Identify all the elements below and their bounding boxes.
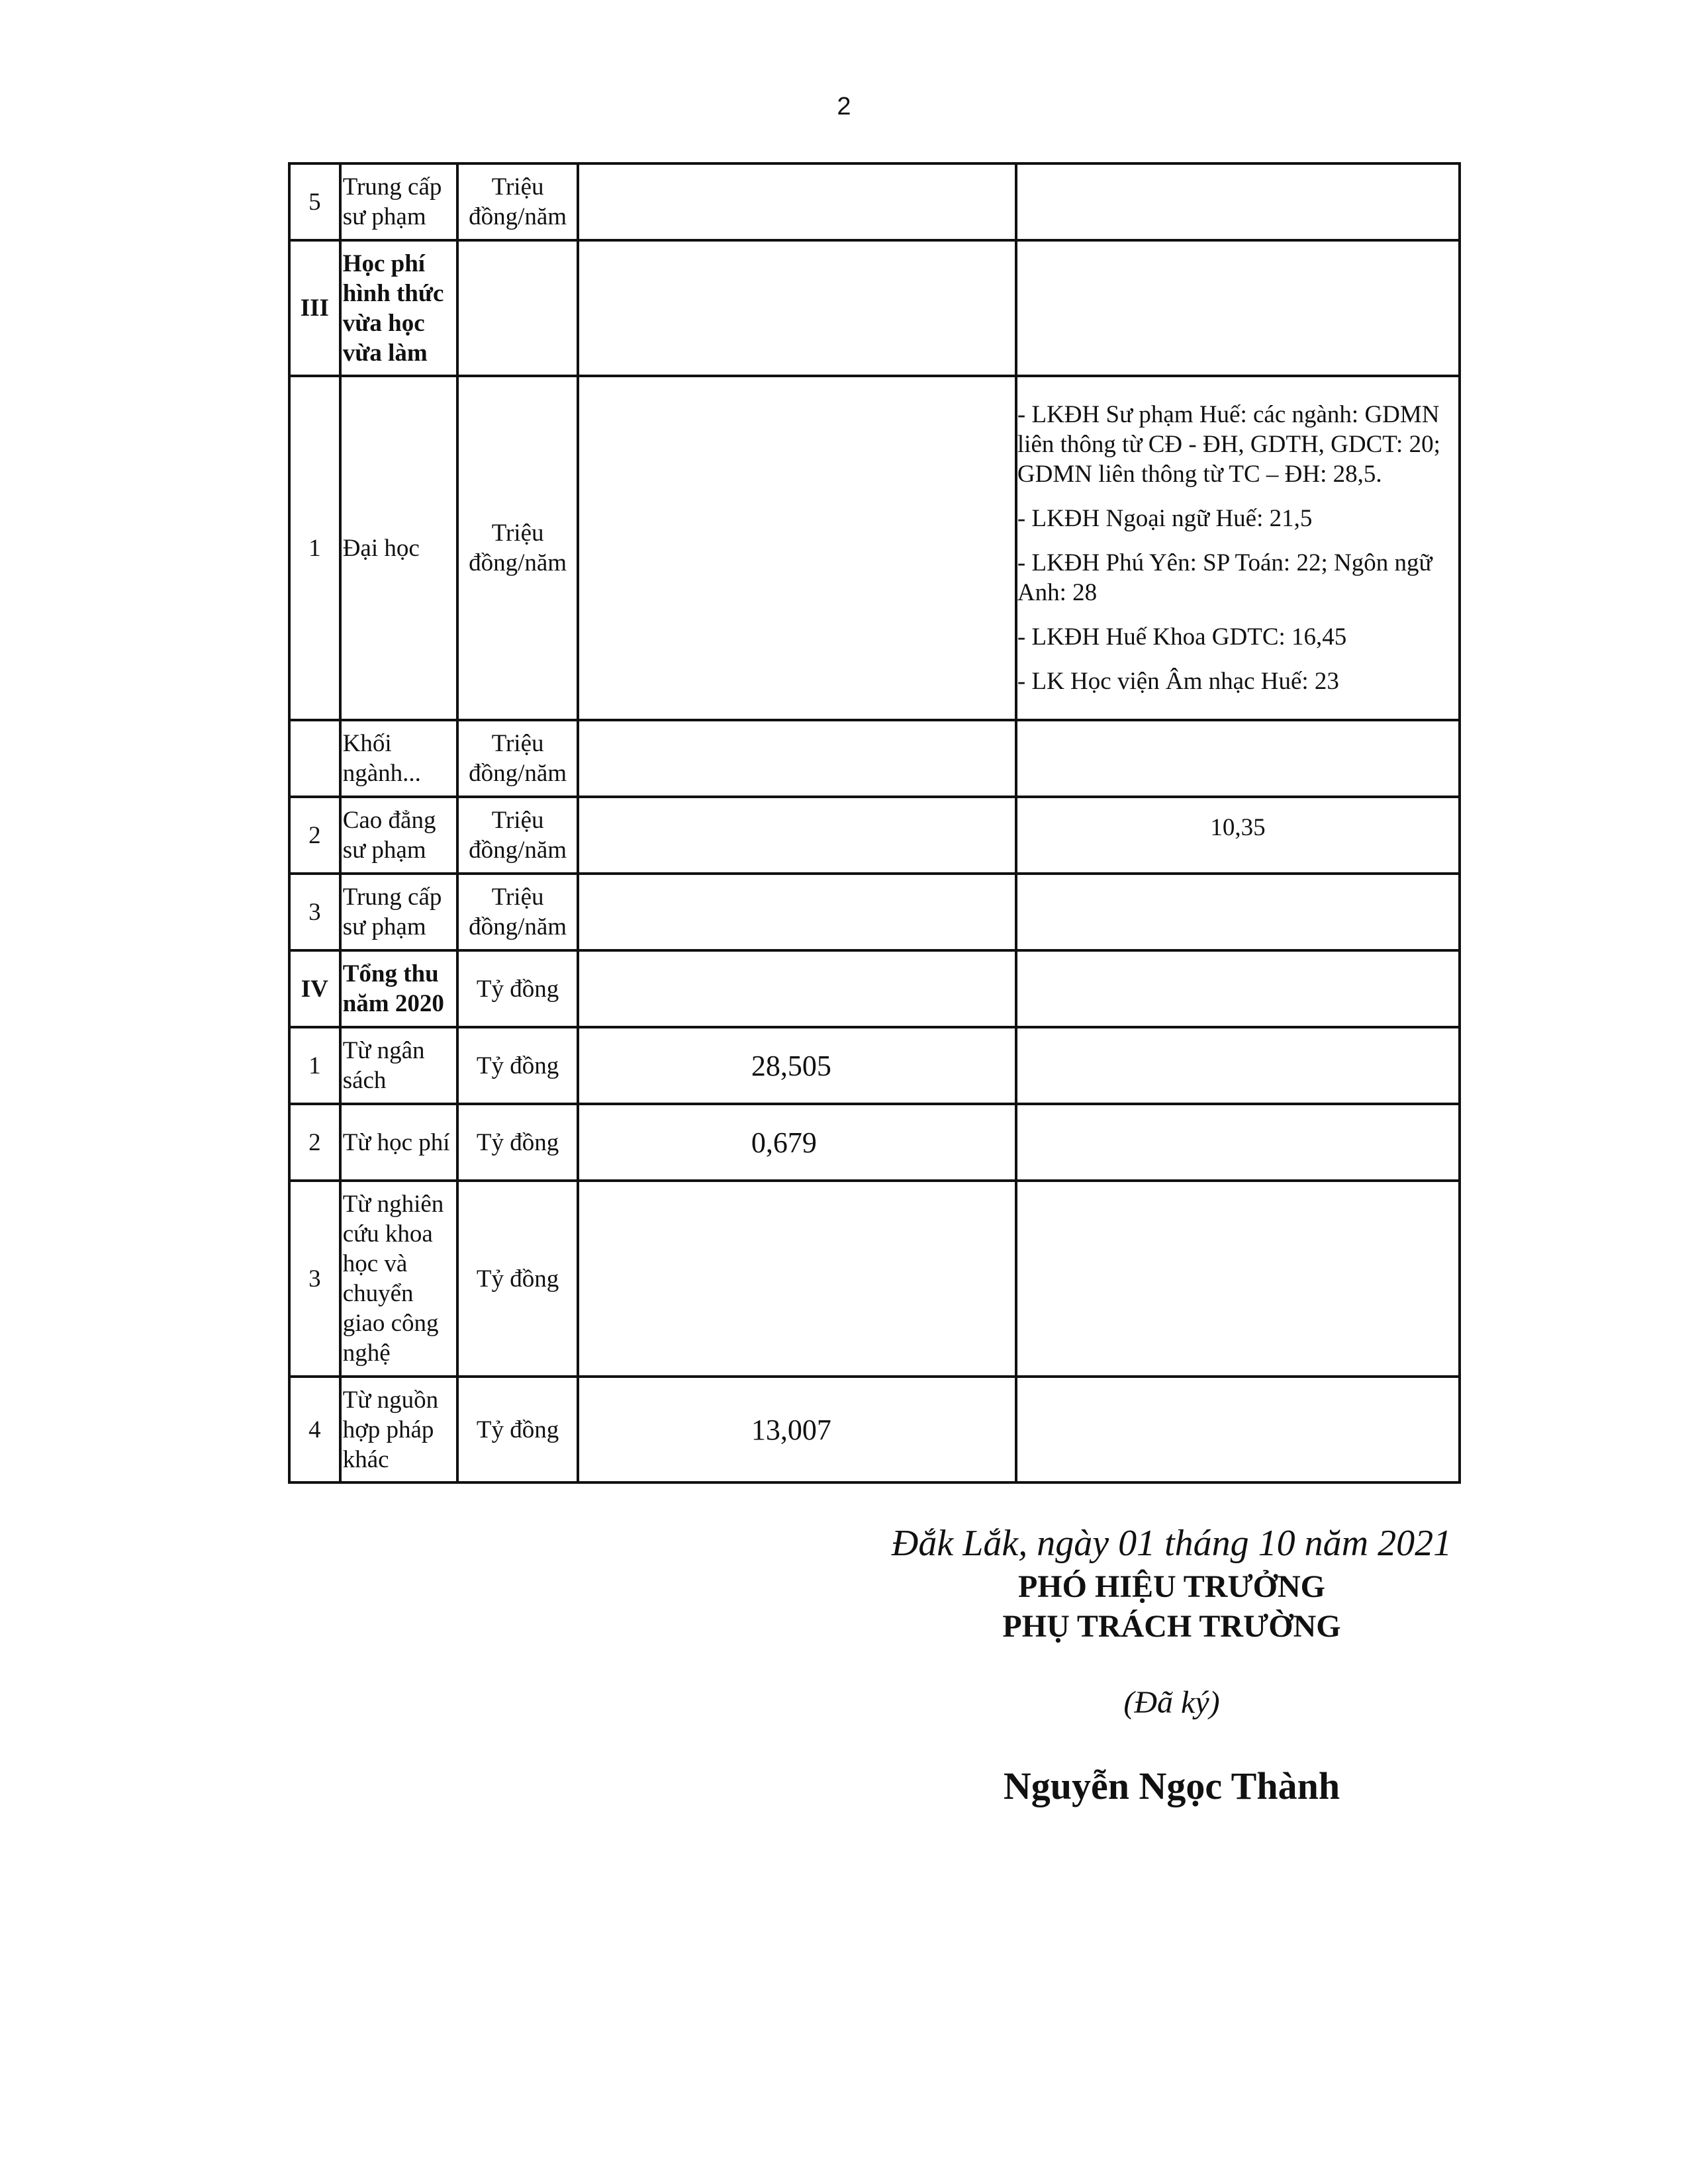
table-row — [289, 376, 1460, 720]
note-line: - LKĐH Phú Yên: SP Toán: 22; Ngôn ngữ Anh: 28 — [1017, 549, 1432, 606]
row-value — [578, 720, 1016, 797]
note-line: - LKĐH Huế Khoa GDTC: 16,45 — [1017, 623, 1347, 651]
row-unit: Tỷ đồng — [457, 1181, 578, 1377]
table-row — [289, 950, 1460, 1027]
row-value — [578, 376, 1016, 720]
row-item-name: Từ nguồn hợp pháp khác — [340, 1377, 458, 1482]
row-note — [1016, 1377, 1460, 1482]
row-value-text: 13,007 — [751, 1413, 831, 1446]
row-note — [1016, 1181, 1460, 1377]
row-item-name: Từ nghiên cứu khoa học và chuyển giao công nghệ — [340, 1181, 458, 1377]
table-body — [289, 163, 1460, 1482]
table-row — [289, 1181, 1460, 1377]
page-number: 2 — [837, 93, 851, 120]
signature-signed-note: (Đã ký) — [1123, 1685, 1220, 1720]
row-note — [1016, 163, 1460, 240]
row-item-name: Học phí hình thức vừa học vừa làm — [340, 240, 458, 376]
signature-place-date: Đắk Lắk, ngày 01 tháng 10 năm 2021 — [891, 1523, 1452, 1564]
row-item-name: Trung cấp sư phạm — [340, 874, 458, 950]
row-unit: Tỷ đồng — [457, 1377, 578, 1482]
row-item-name: Từ ngân sách — [340, 1027, 458, 1104]
row-unit: Tỷ đồng — [457, 1027, 578, 1104]
table-row — [289, 1027, 1460, 1104]
row-index: 3 — [289, 874, 340, 950]
row-index: IV — [289, 950, 340, 1027]
row-note — [1016, 240, 1460, 376]
row-item-name: Khối ngành... — [340, 720, 458, 797]
row-unit: Tỷ đồng — [457, 1104, 578, 1181]
note-line: 10,35 — [1210, 814, 1266, 841]
table-row — [289, 874, 1460, 950]
row-note — [1016, 950, 1460, 1027]
row-item-name: Từ học phí — [340, 1104, 458, 1181]
row-index: 1 — [289, 1027, 340, 1104]
row-value — [578, 240, 1016, 376]
table-row — [289, 1377, 1460, 1482]
row-note — [1016, 720, 1460, 797]
row-note — [1016, 1027, 1460, 1104]
row-value — [578, 950, 1016, 1027]
row-note — [1016, 874, 1460, 950]
row-value — [578, 797, 1016, 874]
row-item-name: Trung cấp sư phạm — [340, 163, 458, 240]
row-index: III — [289, 240, 340, 376]
row-index: 1 — [289, 376, 340, 720]
row-index: 3 — [289, 1181, 340, 1377]
note-line: - LKĐH Sư phạm Huế: các ngành: GDMN liên thông từ CĐ - ĐH, GDTH, GDCT: 20; GDMN liên thông từ TC – ĐH: 28,5. — [1017, 401, 1440, 488]
table-row — [289, 240, 1460, 376]
row-value — [578, 874, 1016, 950]
note-line: - LKĐH Ngoại ngữ Huế: 21,5 — [1017, 505, 1313, 532]
row-index: 2 — [289, 1104, 340, 1181]
note-line: - LK Học viện Âm nhạc Huế: 23 — [1017, 668, 1339, 695]
tuition-table — [288, 162, 1461, 1484]
row-index: 2 — [289, 797, 340, 874]
row-note — [1016, 376, 1460, 720]
table-row — [289, 163, 1460, 240]
row-unit: Triệu đồng/năm — [457, 163, 578, 240]
row-note — [1016, 1104, 1460, 1181]
row-unit: Triệu đồng/năm — [457, 797, 578, 874]
row-note — [1016, 797, 1460, 874]
signature-title-line2: PHỤ TRÁCH TRƯỜNG — [1002, 1609, 1341, 1644]
row-unit — [457, 240, 578, 376]
row-item-name: Tổng thu năm 2020 — [340, 950, 458, 1027]
row-index — [289, 720, 340, 797]
row-item-name: Cao đẳng sư phạm — [340, 797, 458, 874]
row-unit: Tỷ đồng — [457, 950, 578, 1027]
signature-title-line1: PHÓ HIỆU TRƯỞNG — [1017, 1569, 1326, 1604]
row-unit: Triệu đồng/năm — [457, 720, 578, 797]
signer-name: Nguyễn Ngọc Thành — [1003, 1764, 1340, 1807]
row-index: 4 — [289, 1377, 340, 1482]
row-value — [578, 1377, 1016, 1482]
row-value — [578, 1104, 1016, 1181]
row-unit: Triệu đồng/năm — [457, 874, 578, 950]
table-row — [289, 797, 1460, 874]
row-value-text: 28,505 — [751, 1049, 831, 1082]
row-item-name: Đại học — [340, 376, 458, 720]
row-index: 5 — [289, 163, 340, 240]
row-value-text: 0,679 — [751, 1126, 817, 1159]
row-value — [578, 1181, 1016, 1377]
table-row — [289, 720, 1460, 797]
row-value — [578, 163, 1016, 240]
table-row — [289, 1104, 1460, 1181]
row-value — [578, 1027, 1016, 1104]
row-unit: Triệu đồng/năm — [457, 376, 578, 720]
